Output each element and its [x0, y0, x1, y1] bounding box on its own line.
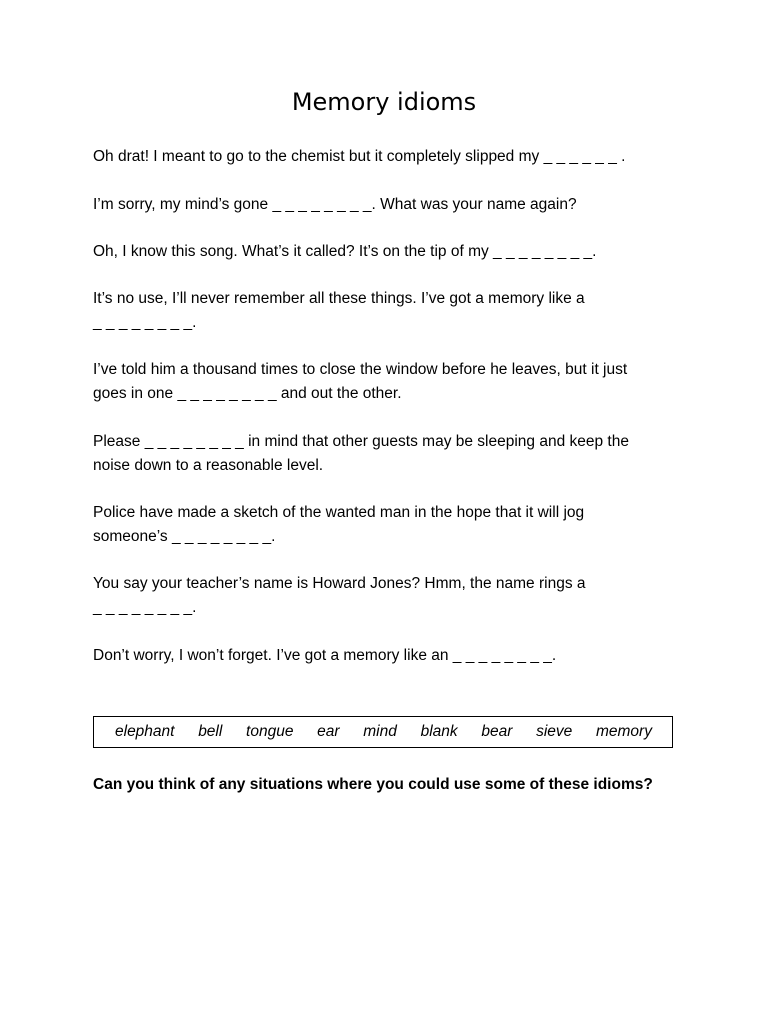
idiom-sentence-6: Please _ _ _ _ _ _ _ _ in mind that other guests may be sleeping and keep the noise down to a reasonable level. [93, 433, 629, 474]
word-bank-item: bear [481, 723, 513, 740]
idiom-sentence-2: I’m sorry, my mind’s gone _ _ _ _ _ _ _ _. What was your name again? [93, 196, 577, 213]
idiom-sentence-4: It’s no use, I’ll never remember all these things. I’ve got a memory like a _ _ _ _ _ _ _ _. [93, 290, 585, 331]
discussion-question: Can you think of any situations where you could use some of these idioms? [93, 776, 653, 793]
word-bank-item: memory [595, 723, 652, 740]
page-title: Memory idioms [291, 88, 477, 116]
word-bank-item: mind [363, 723, 397, 740]
word-bank-item: ear [317, 723, 340, 740]
word-bank-item: elephant [115, 723, 175, 740]
idiom-sentence-7: Police have made a sketch of the wanted man in the hope that it will jog someone’s _ _ _ _ _ _ _ _. [93, 504, 585, 545]
idiom-sentence-5: I’ve told him a thousand times to close the window before he leaves, but it just goes in one _ _ _ _ _ _ _ _ and out the other. [93, 361, 628, 402]
word-bank-item: sieve [536, 723, 573, 740]
idiom-sentence-3: Oh, I know this song. What’s it called? It’s on the tip of my _ _ _ _ _ _ _ _. [93, 243, 597, 260]
idiom-sentence-9: Don’t worry, I won’t forget. I’ve got a memory like an _ _ _ _ _ _ _ _. [93, 647, 557, 664]
idiom-sentence-1: Oh drat! I meant to go to the chemist but it completely slipped my _ _ _ _ _ _ . [93, 148, 626, 165]
word-bank-item: blank [420, 723, 458, 740]
word-bank-item: bell [198, 723, 223, 740]
idiom-sentence-8: You say your teacher’s name is Howard Jones? Hmm, the name rings a _ _ _ _ _ _ _ _. [93, 575, 586, 616]
word-bank-box [93, 716, 673, 748]
word-bank-item: tongue [246, 723, 294, 740]
